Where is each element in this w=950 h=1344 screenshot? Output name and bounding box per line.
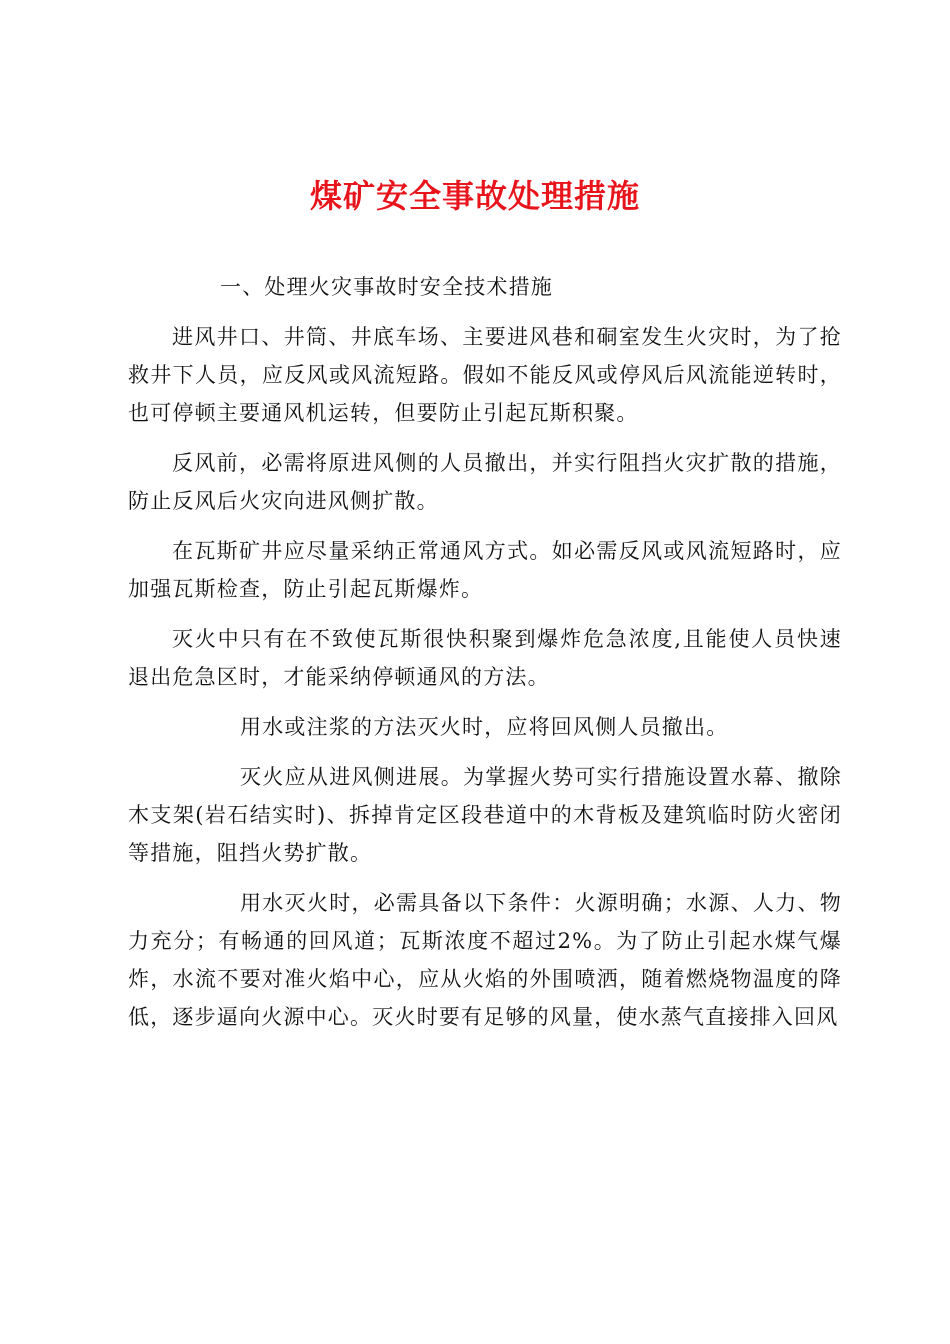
- paragraph: 用水灭火时，必需具备以下条件：火源明确；水源、人力、物力充分；有畅通的回风道；瓦斯浓度不超过2%。为了防止引起水煤气爆炸，水流不要对准火焰中心，应从火焰的外围喷洒，随着燃烧物温度的降低，逐步逼向火源中心。灭火时要有足够的风量，使水蒸气直接排入回风: [128, 891, 842, 1029]
- paragraph: 灭火中只有在不致使瓦斯很快积聚到爆炸危急浓度,且能使人员快速退出危急区时，才能采纳停顿通风的方法。: [128, 627, 842, 689]
- paragraph: 在瓦斯矿井应尽量采纳正常通风方式。如必需反风或风流短路时，应加强瓦斯检查，防止引起瓦斯爆炸。: [128, 539, 842, 601]
- paragraph: 反风前，必需将原进风侧的人员撤出，并实行阻挡火灾扩散的措施，防止反风后火灾向进风侧扩散。: [128, 451, 842, 513]
- paragraph: 进风井口、井筒、井底车场、主要进风巷和硐室发生火灾时，为了抢救井下人员，应反风或风流短路。假如不能反风或停风后风流能逆转时，也可停顿主要通风机运转，但要防止引起瓦斯积聚。: [128, 325, 842, 425]
- document-body: [128, 268, 842, 1048]
- paragraph: 用水或注浆的方法灭火时，应将回风侧人员撤出。: [240, 715, 729, 739]
- section-heading: 一、处理火灾事故时安全技术措施: [220, 275, 553, 299]
- document-title: 煤矿安全事故处理措施: [309, 177, 640, 215]
- paragraph: 灭火应从进风侧进展。为掌握火势可实行措施设置水幕、撤除木支架(岩石结实时)、拆掉肯定区段巷道中的木背板及建筑临时防火密闭等措施，阻挡火势扩散。: [128, 765, 842, 865]
